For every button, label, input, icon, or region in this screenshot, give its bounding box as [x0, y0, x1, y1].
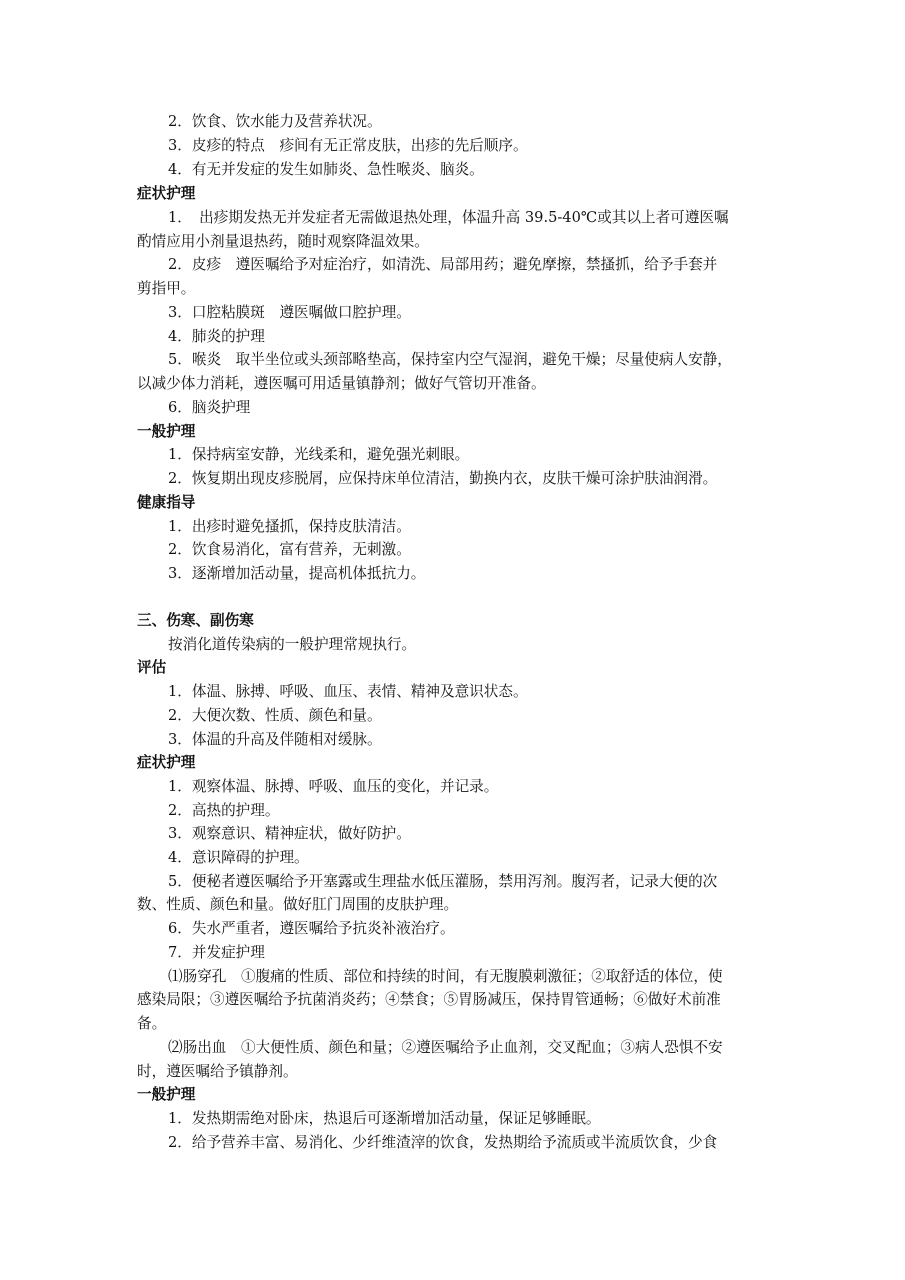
section-heading: 症状护理: [137, 754, 196, 771]
text-line: 按消化道传染病的一般护理常规执行。: [168, 636, 417, 653]
text-line: 2．大便次数、性质、颜色和量。: [168, 707, 382, 724]
text-line: 4．肺炎的护理: [168, 328, 265, 345]
section-heading: 症状护理: [137, 185, 196, 202]
section-heading: 一般护理: [137, 1086, 196, 1103]
text-line: 4．意识障碍的护理。: [168, 849, 309, 866]
text-line: 2．高热的护理。: [168, 802, 280, 819]
text-line: 1．出疹时避免搔抓，保持皮肤清洁。: [168, 518, 411, 535]
text-line: 6．失水严重者，遵医嘱给予抗炎补液治疗。: [168, 920, 455, 937]
text-line: 3．口腔粘膜斑 遵医嘱做口腔护理。: [168, 304, 411, 321]
text-line: 1．发热期需绝对卧床，热退后可逐渐增加活动量，保证足够睡眠。: [168, 1110, 601, 1127]
text-line: 5．便秘者遵医嘱给予开塞露或生理盐水低压灌肠，禁用泻剂。腹泻者，记录大便的次: [168, 873, 718, 890]
text-line: 2．皮疹 遵医嘱给予对症治疗，如清洗、局部用药；避免摩擦，禁搔抓，给予手套并: [168, 256, 718, 273]
text-line: ⑵肠出血 ①大便性质、颜色和量；②遵医嘱给予止血剂，交叉配血；③病人恐惧不安: [168, 1039, 723, 1056]
text-line: 7．并发症护理: [168, 944, 265, 961]
text-line: 4．有无并发症的发生如肺炎、急性喉炎、脑炎。: [168, 161, 484, 178]
text-line: 5．喉炎 取半坐位或头颈部略垫高，保持室内空气湿润，避免干燥；尽量使病人安静，: [168, 351, 732, 368]
text-line: 3．体温的升高及伴随相对缓脉。: [168, 731, 382, 748]
text-line: 2．给予营养丰富、易消化、少纤维渣滓的饮食，发热期给予流质或半流质饮食，少食: [168, 1134, 718, 1151]
text-line: 数、性质、颜色和量。做好肛门周围的皮肤护理。: [137, 896, 459, 913]
text-line: 感染局限；③遵医嘱给予抗菌消炎药；④禁食；⑤胃肠减压，保持胃管通畅；⑥做好术前准: [137, 991, 721, 1008]
section-heading: 一般护理: [137, 423, 196, 440]
text-line: 2．饮食易消化，富有营养，无刺激。: [168, 541, 411, 558]
text-line: 1．保持病室安静，光线柔和，避免强光刺眼。: [168, 446, 470, 463]
text-line: 备。: [137, 1015, 167, 1032]
text-line: 以减少体力消耗，遵医嘱可用适量镇静剂；做好气管切开准备。: [137, 375, 546, 392]
text-line: 剪指甲。: [137, 280, 196, 297]
text-line: 3．皮疹的特点 疹间有无正常皮肤，出疹的先后顺序。: [168, 137, 528, 154]
chapter-heading: 三、伤寒、副伤寒: [137, 612, 254, 629]
text-line: 6．脑炎护理: [168, 399, 251, 416]
text-line: 3．观察意识、精神症状，做好防护。: [168, 825, 411, 842]
text-line: 3．逐渐增加活动量，提高机体抵抗力。: [168, 565, 426, 582]
text-line: 2．恢复期出现皮疹脱屑，应保持床单位清洁，勤换内衣，皮肤干燥可涂护肤油润滑。: [168, 470, 718, 487]
text-line: 2．饮食、饮水能力及营养状况。: [168, 113, 382, 130]
text-line: 酌情应用小剂量退热药，随时观察降温效果。: [137, 233, 429, 250]
text-line: 时，遵医嘱给予镇静剂。: [137, 1063, 298, 1080]
text-line: 1． 出疹期发热无并发症者无需做退热处理，体温升高 39.5-40℃或其以上者可遵医嘱: [168, 209, 729, 226]
section-heading: 评估: [137, 659, 167, 676]
text-line: 1．观察体温、脉搏、呼吸、血压的变化，并记录。: [168, 778, 499, 795]
text-line: 1．体温、脉搏、呼吸、血压、表情、精神及意识状态。: [168, 683, 528, 700]
section-heading: 健康指导: [137, 494, 196, 511]
text-line: ⑴肠穿孔 ①腹痛的性质、部位和持续的时间，有无腹膜刺激征；②取舒适的体位，使: [168, 968, 723, 985]
